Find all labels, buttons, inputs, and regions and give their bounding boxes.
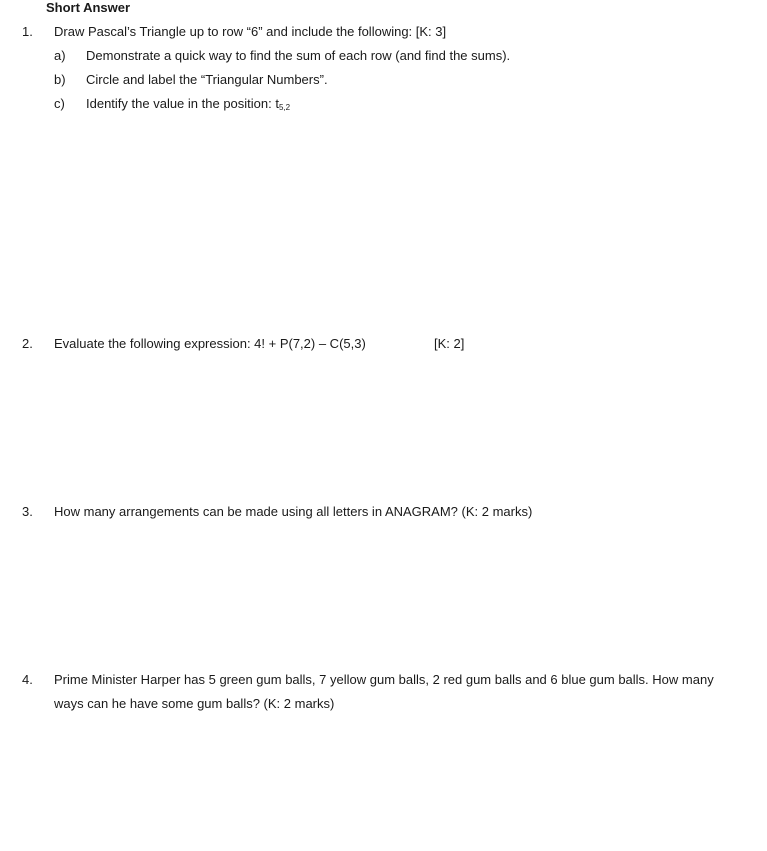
question-1-text: Draw Pascal’s Triangle up to row “6” and include the following: [K: 3] xyxy=(54,24,447,39)
question-1a-letter: a) xyxy=(54,48,66,63)
question-2-text: Evaluate the following expression: 4! + P(7,2) – C(5,3) xyxy=(54,336,366,351)
question-2-number: 2. xyxy=(22,336,33,351)
question-1a-text: Demonstrate a quick way to find the sum of each row (and find the sums). xyxy=(86,48,511,63)
position-subscript: 5,2 xyxy=(278,103,291,112)
question-1c-text xyxy=(86,96,290,116)
question-1-number: 1. xyxy=(22,24,33,39)
question-1c-label: Identify the value in the position: t xyxy=(86,96,279,111)
question-3-number: 3. xyxy=(22,504,33,519)
question-2-marks: [K: 2] xyxy=(434,336,465,351)
question-1c-letter: c) xyxy=(54,96,65,111)
section-title: Short Answer xyxy=(46,0,131,15)
question-1b-letter: b) xyxy=(54,72,66,87)
question-4-text: Prime Minister Harper has 5 green gum balls, 7 yellow gum balls, 2 red gum balls and 6 blue gum balls. How many ways can he have some gum balls? (K: 2 marks) xyxy=(54,672,714,711)
question-3-text: How many arrangements can be made using all letters in ANAGRAM? (K: 2 marks) xyxy=(54,504,533,519)
question-4-number: 4. xyxy=(22,672,33,687)
question-1b-text: Circle and label the “Triangular Numbers”. xyxy=(86,72,328,87)
